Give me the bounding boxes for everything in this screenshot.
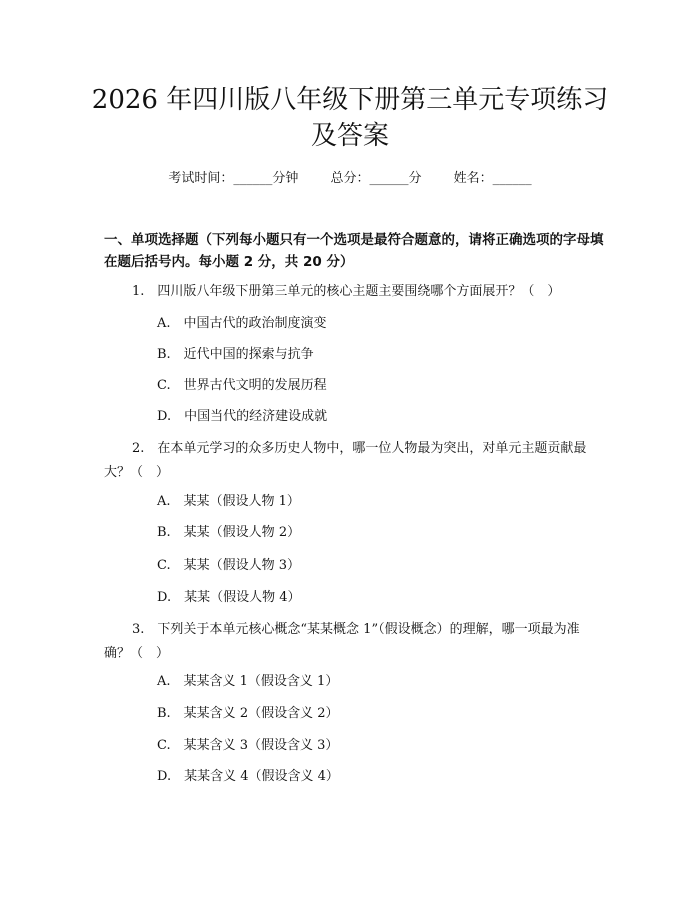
question-3-option-d: D. 某某含义 4（假设含义 4） bbox=[157, 769, 339, 784]
question-3-option-c: C. 某某含义 3（假设含义 3） bbox=[157, 738, 339, 753]
question-2-option-b: B. 某某（假设人物 2） bbox=[157, 525, 301, 540]
question-2-option-a: A. 某某（假设人物 1） bbox=[157, 494, 300, 509]
question-3-option-a: A. 某某含义 1（假设含义 1） bbox=[157, 674, 339, 689]
question-1-option-d: D. 中国当代的经济建设成就 bbox=[157, 409, 328, 424]
question-1-option-b: B. 近代中国的探索与抗争 bbox=[157, 347, 314, 362]
section-heading-single-choice: 一、单项选择题（下列每小题只有一个选项是最符合题意的，请将正确选项的字母填在题后括号内。每小题 2 分，共 20 分） bbox=[104, 232, 604, 270]
question-1-text: 1. 四川版八年级下册第三单元的核心主题主要围绕哪个方面展开？（ ） bbox=[132, 284, 561, 299]
exam-time-field: 考试时间：______分钟 bbox=[168, 171, 299, 186]
student-name-field: 姓名：______ bbox=[453, 171, 532, 186]
question-1-option-a: A. 中国古代的政治制度演变 bbox=[157, 316, 327, 331]
question-3-text: 3. 下列关于本单元核心概念“某某概念 1”（假设概念）的理解，哪一项最为准确？（ ） bbox=[104, 622, 580, 661]
question-2-option-d: D. 某某（假设人物 4） bbox=[157, 590, 301, 605]
exam-meta-line bbox=[0, 167, 700, 186]
document-title-line-2: 及答案 bbox=[310, 121, 389, 151]
document-title-line-1: 2026 年四川版八年级下册第三单元专项练习 bbox=[91, 85, 609, 115]
total-score-field: 总分：______分 bbox=[330, 171, 422, 186]
question-3-option-b: B. 某某含义 2（假设含义 2） bbox=[157, 706, 339, 721]
question-1-option-c: C. 世界古代文明的发展历程 bbox=[157, 378, 327, 393]
question-2-text: 2. 在本单元学习的众多历史人物中，哪一位人物最为突出，对单元主题贡献最大？（ ） bbox=[104, 441, 587, 480]
question-2-option-c: C. 某某（假设人物 3） bbox=[157, 558, 301, 573]
